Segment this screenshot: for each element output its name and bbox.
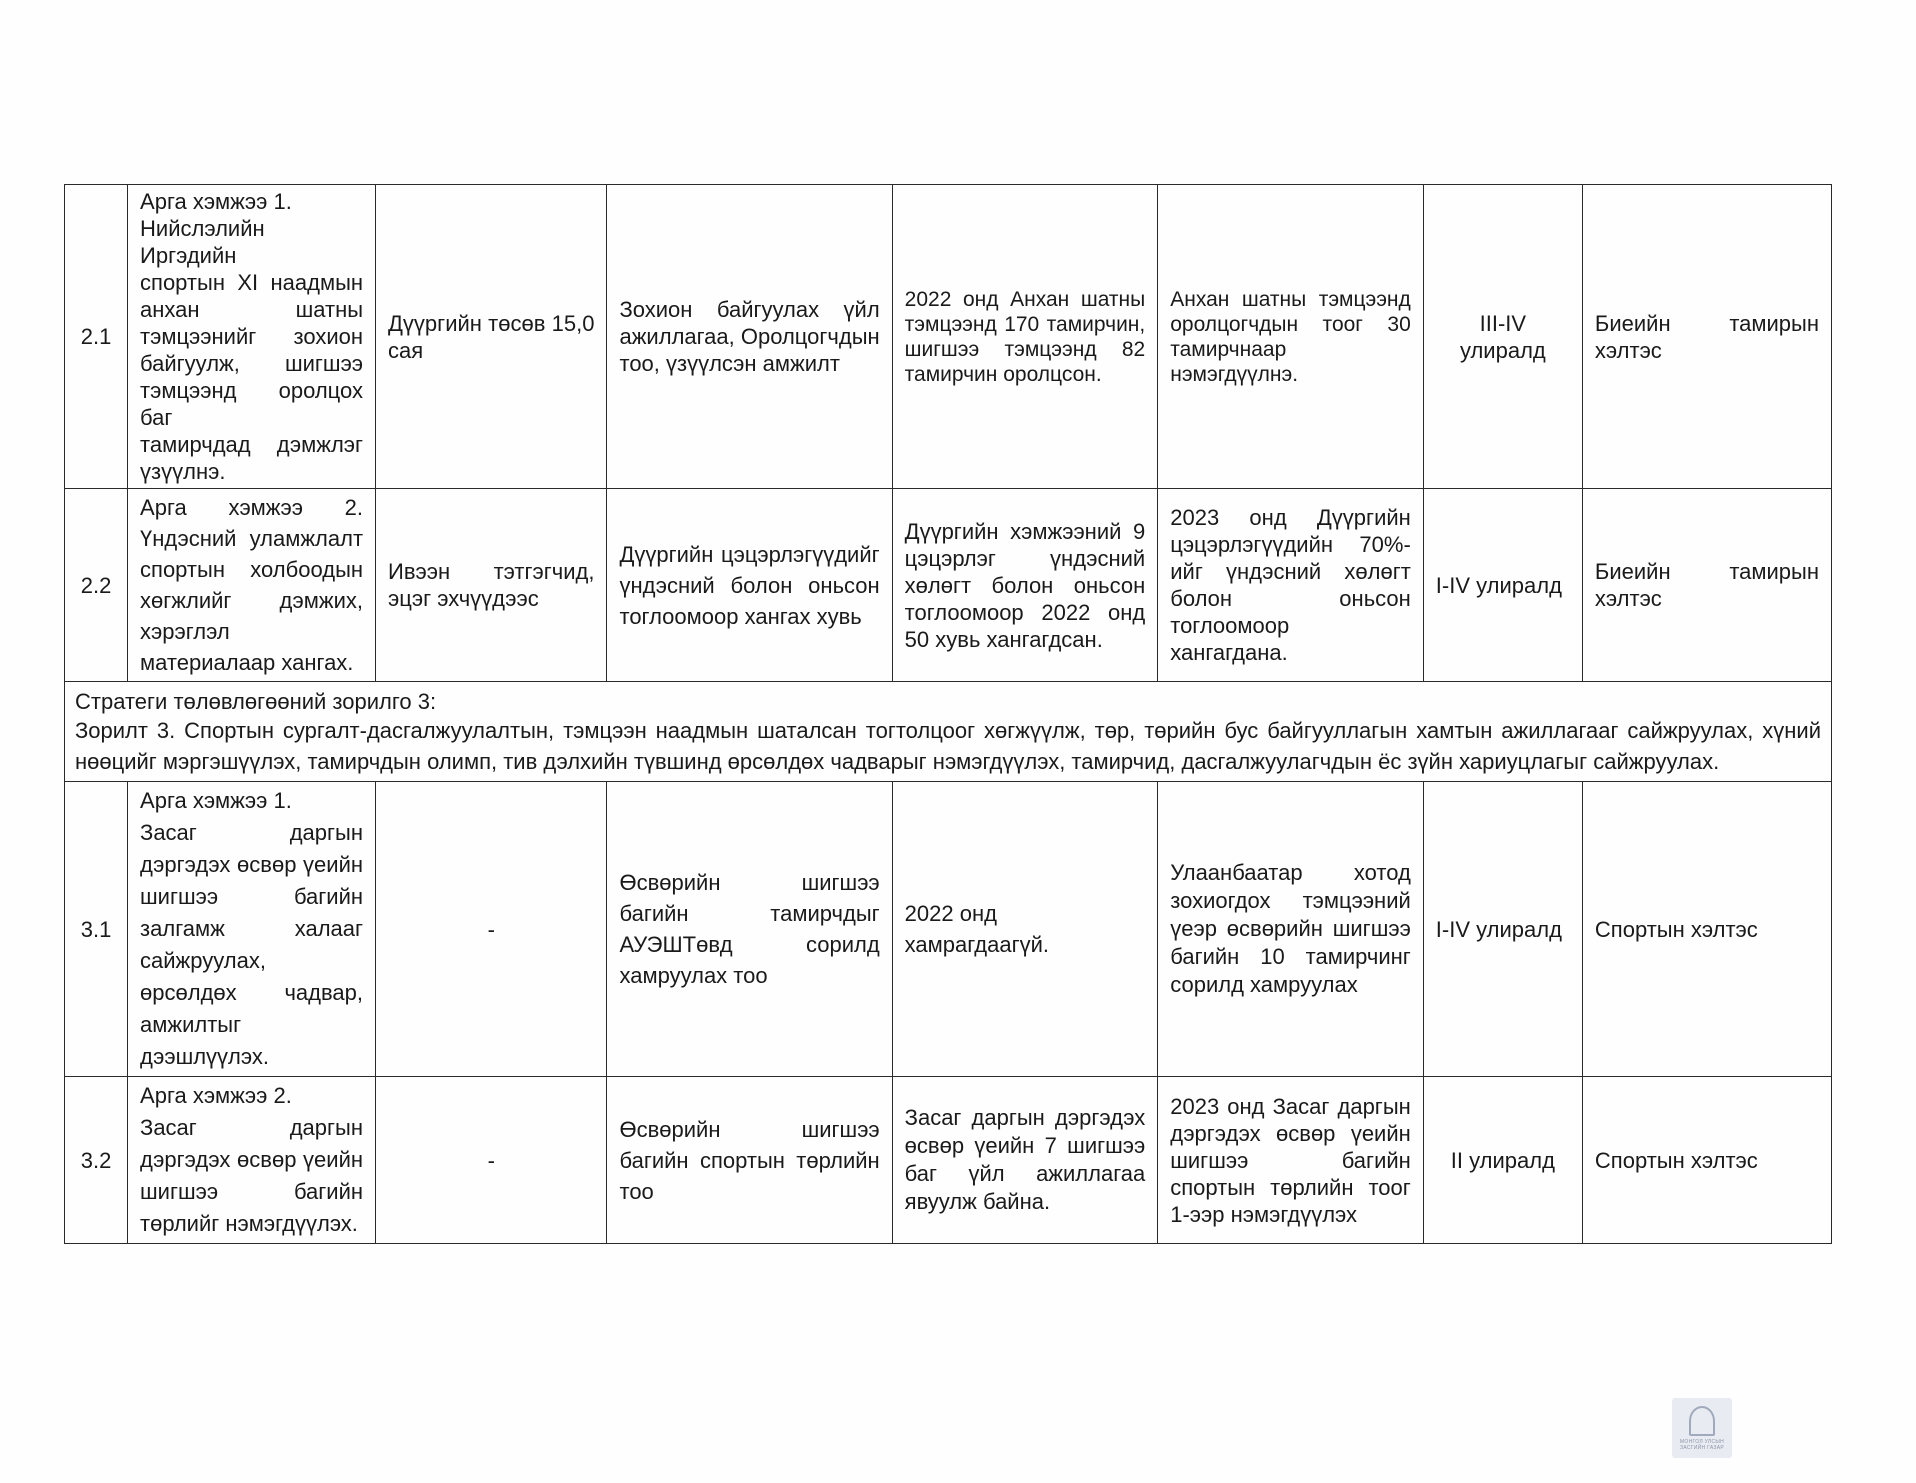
action-line: дээшлүүлэх. xyxy=(140,1044,269,1069)
action-title: Арга хэмжээ 1. xyxy=(140,788,292,813)
responsible-cell: Биеийн тамирын хэлтэс xyxy=(1582,185,1831,489)
action-title: Арга хэмжээ 2. xyxy=(140,1083,292,1108)
action-line: хөгжлийг дэмжих, xyxy=(140,588,364,613)
goal-row xyxy=(65,682,1832,782)
action-cell xyxy=(128,782,376,1077)
indicator-cell: Өсвөрийн шигшээ багийн спортын төрлийн тоо xyxy=(607,1077,892,1244)
action-line: хэрэглэл xyxy=(140,619,230,644)
action-line: Засаг даргын xyxy=(140,820,364,845)
action-line: дэргэдэх өсвөр үеийн xyxy=(140,1147,364,1172)
table-row xyxy=(65,1077,1832,1244)
action-cell xyxy=(128,489,376,682)
action-line: Үндэсний уламжлалт xyxy=(140,526,364,551)
action-line: байгуулж, шигшээ xyxy=(140,351,364,376)
baseline-cell: Засаг даргын дэргэдэх өсвөр үеийн 7 шигшээ баг үйл ажиллагаа явуулж байна. xyxy=(892,1077,1158,1244)
action-line: тэмцээнд оролцох баг xyxy=(140,378,364,430)
action-plan-table xyxy=(64,184,1832,1244)
action-line: спортын холбоодын xyxy=(140,557,364,582)
government-seal xyxy=(1672,1398,1732,1458)
action-line: төрлийг нэмэгдүүлэх. xyxy=(140,1211,358,1236)
responsible-cell: Спортын хэлтэс xyxy=(1582,1077,1831,1244)
row-number: 2.2 xyxy=(65,489,128,682)
baseline-cell: 2022 онд хамрагдаагүй. xyxy=(892,782,1158,1077)
goal-heading: Стратеги төлөвлөгөөний зорилго 3: xyxy=(75,689,437,714)
action-line: спортын XI наадмын xyxy=(140,270,364,295)
period-cell: I-IV улиралд xyxy=(1423,489,1582,682)
period-cell: I-IV улиралд xyxy=(1423,782,1582,1077)
action-line: анхан шатны xyxy=(140,297,364,322)
table-row xyxy=(65,782,1832,1077)
seal-caption: МОНГОЛ УЛСЫН ЗАСГИЙН ГАЗАР xyxy=(1679,1438,1725,1451)
table-row xyxy=(65,185,1832,489)
action-line: амжилтыг xyxy=(140,1012,242,1037)
action-line: материалаар хангах. xyxy=(140,650,354,675)
baseline-cell: Дүүргийн хэмжээний 9 цэцэрлэг үндэсний хөлөгт болон оньсон тоглоомоор 2022 онд 50 хувь хангагдсан. xyxy=(892,489,1158,682)
action-cell xyxy=(128,185,376,489)
action-title: Арга хэмжээ 1. xyxy=(140,189,292,214)
target-cell: 2023 онд Дүүргийн цэцэрлэгүүдийн 70%-ийг үндэсний хөлөгт болон оньсон тоглоомоор хангагдана. xyxy=(1158,489,1424,682)
period-cell: II улиралд xyxy=(1423,1077,1582,1244)
action-line: залгамж халааг xyxy=(140,916,364,941)
action-line: өрсөлдөх чадвар, xyxy=(140,980,364,1005)
action-line: тамирчдад дэмжлэг xyxy=(140,432,364,457)
action-line: дэргэдэх өсвөр үеийн xyxy=(140,852,364,877)
indicator-cell: Дүүргийн цэцэрлэгүүдийг үндэсний болон оньсон тоглоомоор хангах хувь xyxy=(607,489,892,682)
action-cell xyxy=(128,1077,376,1244)
responsible-cell: Спортын хэлтэс xyxy=(1582,782,1831,1077)
table-row xyxy=(65,489,1832,682)
action-line: шигшээ багийн xyxy=(140,884,364,909)
action-line: Засаг даргын xyxy=(140,1115,364,1140)
action-line: сайжруулах, xyxy=(140,948,266,973)
funding-cell: - xyxy=(376,1077,607,1244)
goal-cell xyxy=(65,682,1832,782)
row-number: 3.2 xyxy=(65,1077,128,1244)
target-cell: 2023 онд Засаг даргын дэргэдэх өсвөр үеийн шигшээ багийн спортын төрлийн тоог 1-ээр нэмэгдүүлэх xyxy=(1158,1077,1424,1244)
funding-cell: - xyxy=(376,782,607,1077)
period-cell: III-IV улиралд xyxy=(1423,185,1582,489)
action-line: шигшээ багийн xyxy=(140,1179,364,1204)
soyombo-emblem-icon xyxy=(1689,1406,1715,1436)
target-cell: Улаанбаатар хотод зохиогдох тэмцээний үеэр өсвөрийн шигшээ багийн 10 тамирчинг сорилд хамруулах xyxy=(1158,782,1424,1077)
goal-text: Зорилт 3. Спортын сургалт-дасгалжуулалтын, тэмцээн наадмын шаталсан тогтолцоог хөгжүүлж, төр, төрийн бус байгууллагын хамтын ажиллагааг сайжруулах, хүний нөөцийг мэргэшүүлэх, тамирчдын олимп, тив дэлхийн түвшинд өрсөлдөх чадварыг нэмэгдүүлэх, тамирчид, дасгалжуулагчдын ёс зүйн хариуцлагыг сайжруулах. xyxy=(75,718,1821,774)
action-line: үзүүлнэ. xyxy=(140,459,226,484)
indicator-cell: Өсвөрийн шигшээ багийн тамирчдыг АУЭШТөвд сорилд хамруулах тоо xyxy=(607,782,892,1077)
baseline-cell: 2022 онд Анхан шатны тэмцээнд 170 тамирчин, шигшээ тэмцээнд 82 тамирчин оролцсон. xyxy=(892,185,1158,489)
action-line: Нийслэлийн Иргэдийн xyxy=(140,216,265,268)
row-number: 2.1 xyxy=(65,185,128,489)
action-title: Арга хэмжээ 2. xyxy=(140,495,364,520)
funding-cell: Дүүргийн төсөв 15,0 сая xyxy=(376,185,607,489)
indicator-cell: Зохион байгуулах үйл ажиллагаа, Оролцогчдын тоо, үзүүлсэн амжилт xyxy=(607,185,892,489)
funding-cell: Ивээн тэтгэгчид, эцэг эхчүүдээс xyxy=(376,489,607,682)
responsible-cell: Биеийн тамирын хэлтэс xyxy=(1582,489,1831,682)
target-cell: Анхан шатны тэмцээнд оролцогчдын тоог 30 тамирчнаар нэмэгдүүлнэ. xyxy=(1158,185,1424,489)
action-line: тэмцээнийг зохион xyxy=(140,324,364,349)
row-number: 3.1 xyxy=(65,782,128,1077)
